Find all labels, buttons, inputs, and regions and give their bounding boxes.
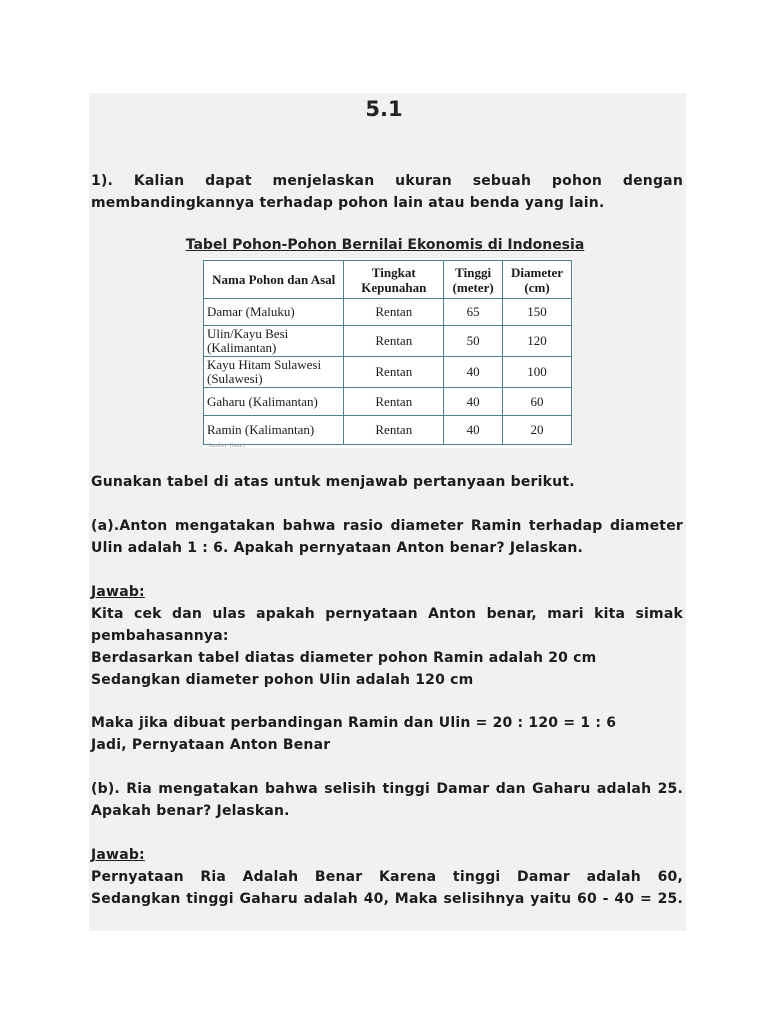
cell-name: Ramin (Kalimantan) bbox=[204, 416, 344, 445]
answer-a-label: Jawab: bbox=[91, 584, 145, 600]
question-b-line-1: (b). Ria mengatakan bahwa selisih tinggi Damar dan Gaharu adalah 25. bbox=[91, 781, 683, 797]
answer-a-line-5: Maka jika dibuat perbandingan Ramin dan Ulin = 20 : 120 = 1 : 6 bbox=[91, 715, 617, 731]
cell-height: 40 bbox=[444, 416, 503, 445]
answer-b bbox=[91, 844, 683, 910]
answer-b-label: Jawab: bbox=[91, 847, 145, 863]
page-title: 5.1 bbox=[365, 97, 403, 121]
cell-height: 40 bbox=[444, 357, 503, 388]
question-b bbox=[91, 778, 683, 822]
tree-table bbox=[203, 260, 572, 445]
cell-status: Rentan bbox=[344, 416, 444, 445]
cell-height: 40 bbox=[444, 388, 503, 416]
answer-b-line-1: Pernyataan Ria Adalah Benar Karena tinggi Damar adalah 60, bbox=[91, 869, 683, 885]
cell-diameter: 60 bbox=[503, 388, 572, 416]
table-image bbox=[203, 258, 573, 448]
cell-diameter: 120 bbox=[503, 326, 572, 357]
cell-diameter: 100 bbox=[503, 357, 572, 388]
header-status: Tingkat Kepunahan bbox=[344, 261, 444, 299]
table-row bbox=[204, 357, 572, 388]
answer-a-line-3: Berdasarkan tabel diatas diameter pohon Ramin adalah 20 cm bbox=[91, 650, 597, 666]
answer-a-line-4: Sedangkan diameter pohon Ulin adalah 120 cm bbox=[91, 672, 474, 688]
cell-name: Ulin/Kayu Besi (Kalimantan) bbox=[204, 326, 344, 357]
answer-a-line-6: Jadi, Pernyataan Anton Benar bbox=[91, 737, 331, 753]
cell-diameter: 20 bbox=[503, 416, 572, 445]
table-row bbox=[204, 416, 572, 445]
cell-status: Rentan bbox=[344, 299, 444, 326]
cell-status: Rentan bbox=[344, 326, 444, 357]
answer-a bbox=[91, 581, 683, 691]
cell-name: Gaharu (Kalimantan) bbox=[204, 388, 344, 416]
answer-b-line-2: Sedangkan tinggi Gaharu adalah 40, Maka selisihnya yaitu 60 - 40 = 25. bbox=[91, 891, 683, 907]
answer-a-conclusion bbox=[91, 712, 683, 756]
intro-line-1: 1). Kalian dapat menjelaskan ukuran sebuah pohon dengan bbox=[91, 173, 683, 189]
cell-diameter: 150 bbox=[503, 299, 572, 326]
question-a bbox=[91, 515, 683, 559]
table-row bbox=[204, 326, 572, 357]
question-b-line-2: Apakah benar? Jelaskan. bbox=[91, 803, 290, 819]
cell-height: 65 bbox=[444, 299, 503, 326]
answer-a-line-2: pembahasannya: bbox=[91, 628, 229, 644]
question-a-line-1: (a).Anton mengatakan bahwa rasio diameter Ramin terhadap diameter bbox=[91, 518, 683, 534]
instruction-line: Gunakan tabel di atas untuk menjawab pertanyaan berikut. bbox=[91, 474, 575, 490]
header-diameter: Diameter (cm) bbox=[503, 261, 572, 299]
table-caption: Tabel Pohon-Pohon Bernilai Ekonomis di Indonesia bbox=[185, 237, 585, 253]
instruction bbox=[91, 471, 683, 493]
table-source-note: Sumber: (faint) bbox=[208, 443, 245, 449]
header-height: Tinggi (meter) bbox=[444, 261, 503, 299]
table-row bbox=[204, 299, 572, 326]
answer-a-line-1: Kita cek dan ulas apakah pernyataan Anton benar, mari kita simak bbox=[91, 606, 683, 622]
question-a-line-2: Ulin adalah 1 : 6. Apakah pernyataan Anton benar? Jelaskan. bbox=[91, 540, 584, 556]
cell-height: 50 bbox=[444, 326, 503, 357]
cell-status: Rentan bbox=[344, 357, 444, 388]
cell-name: Kayu Hitam Sulawesi (Sulawesi) bbox=[204, 357, 344, 388]
intro-line-2: membandingkannya terhadap pohon lain atau benda yang lain. bbox=[91, 195, 605, 211]
table-header-row bbox=[204, 261, 572, 299]
header-name: Nama Pohon dan Asal bbox=[204, 261, 344, 299]
intro-paragraph bbox=[91, 170, 683, 214]
cell-name: Damar (Maluku) bbox=[204, 299, 344, 326]
table-row bbox=[204, 388, 572, 416]
cell-status: Rentan bbox=[344, 388, 444, 416]
